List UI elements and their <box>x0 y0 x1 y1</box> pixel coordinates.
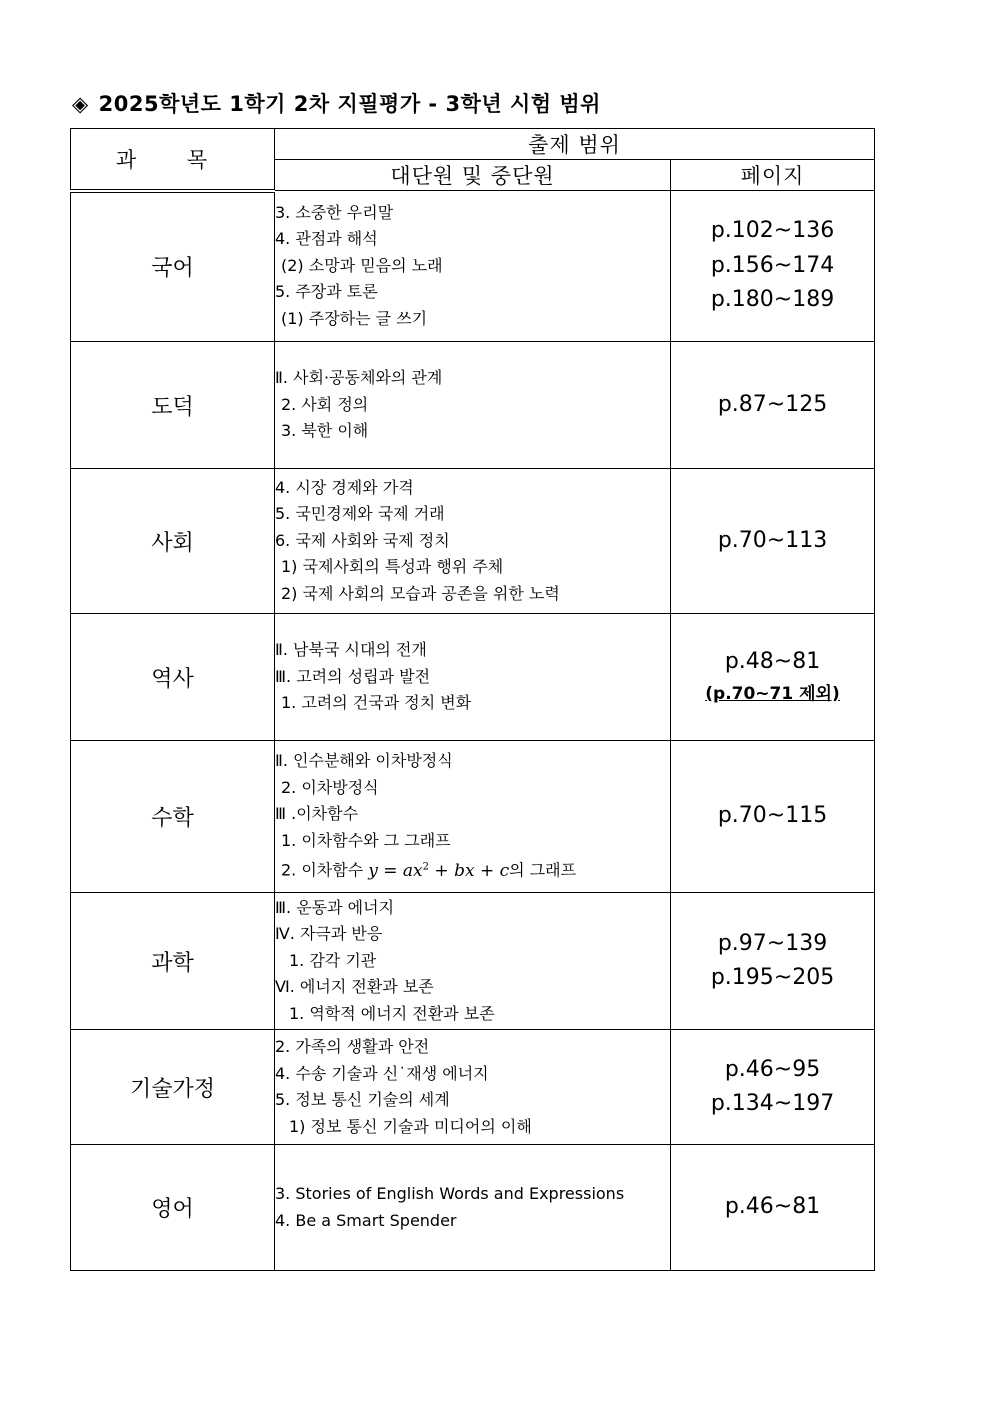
page-range: p.87~125 <box>717 391 828 417</box>
formula-part-a: y = ax <box>368 861 423 882</box>
unit-line: (1) 주장하는 글 쓰기 <box>281 308 428 328</box>
unit-line: 1) 정보 통신 기술과 미디어의 이해 <box>289 1116 532 1136</box>
unit-line: 2. 가족의 생활과 안전 <box>275 1037 430 1056</box>
unit-line: (2) 소망과 믿음의 노래 <box>281 255 443 275</box>
units-cell <box>275 614 671 741</box>
table-row <box>71 741 875 893</box>
pages-cell <box>671 614 875 741</box>
unit-line: 1. 감각 기관 <box>289 950 377 970</box>
page-range: p.70~113 <box>717 527 828 553</box>
unit-line: 2. 이차방정식 <box>281 777 379 797</box>
page-range: p.102~136 <box>710 218 835 244</box>
units-cell <box>275 191 671 342</box>
formula-part-b: + bx + c <box>429 861 510 882</box>
units-cell <box>275 893 671 1030</box>
units-cell <box>275 741 671 893</box>
unit-line: Ⅱ. 인수분해와 이차방정식 <box>275 751 453 771</box>
units-cell <box>275 342 671 469</box>
subject-cell: 영어 <box>71 1145 275 1271</box>
unit-line: Ⅱ. 남북국 시대의 전개 <box>275 640 427 660</box>
page-range: p.70~115 <box>717 803 828 829</box>
page-exclusion-note: (p.70~71 제외) <box>705 684 840 705</box>
unit-line: 5. 국민경제와 국제 거래 <box>275 504 445 524</box>
subject-cell: 사회 <box>71 469 275 614</box>
unit-line: 3. 북한 이해 <box>281 421 369 441</box>
units-cell <box>275 1030 671 1145</box>
page-range: p.134~197 <box>710 1091 835 1116</box>
page-range: p.46~95 <box>724 1056 821 1082</box>
table-row <box>71 469 875 614</box>
unit-line: Ⅵ. 에너지 전환과 보존 <box>275 977 434 997</box>
subject-cell: 수학 <box>71 741 275 893</box>
subject-cell: 과학 <box>71 893 275 1030</box>
unit-line: 1. 역학적 에너지 전환과 보존 <box>289 1003 495 1023</box>
unit-line: 2. 사회 정의 <box>281 394 369 414</box>
unit-line: 3. 소중한 우리말 <box>275 202 394 222</box>
unit-line: Ⅱ. 사회·공동체와의 관계 <box>275 368 443 388</box>
table-row <box>71 191 875 342</box>
header-units: 대단원 및 중단원 <box>275 160 671 191</box>
page-title <box>72 88 601 118</box>
pages-cell <box>671 1145 875 1271</box>
unit-line: 3. Stories of English Words and Expressions <box>275 1184 625 1203</box>
header-range: 출제 범위 <box>275 129 875 160</box>
table-row <box>71 1145 875 1271</box>
diamond-bullet-icon: ◈ <box>72 92 89 116</box>
page-range: p.48~81 <box>724 648 821 674</box>
unit-line: 5. 정보 통신 기술의 세계 <box>275 1090 450 1109</box>
table-row <box>71 1030 875 1145</box>
unit-line: 6. 국제 사회와 국제 정치 <box>275 530 450 550</box>
header-subject: 과 목 <box>71 129 275 191</box>
page-range: p.195~205 <box>710 965 835 990</box>
subject-cell: 기술가정 <box>71 1030 275 1145</box>
unit-line: Ⅲ. 운동과 에너지 <box>275 897 395 917</box>
page-range: p.46~81 <box>724 1194 821 1220</box>
table-row <box>71 893 875 1030</box>
unit-line: Ⅲ. 고려의 성립과 발전 <box>275 666 431 686</box>
unit-line: 4. Be a Smart Spender <box>275 1210 457 1230</box>
pages-cell <box>671 893 875 1030</box>
pages-cell <box>671 342 875 469</box>
formula-suffix: 의 그래프 <box>509 861 577 881</box>
unit-line: 4. 시장 경제와 가격 <box>275 477 414 497</box>
units-cell <box>275 469 671 614</box>
unit-line-formula <box>275 854 670 884</box>
unit-line: 2) 국제 사회의 모습과 공존을 위한 노력 <box>281 583 560 603</box>
table-row <box>71 614 875 741</box>
header-pages: 페이지 <box>671 160 875 191</box>
pages-cell <box>671 191 875 342</box>
quadratic-formula <box>368 861 509 881</box>
formula-exponent: 2 <box>422 861 430 873</box>
unit-line: Ⅳ. 자극과 반응 <box>275 924 383 944</box>
subject-cell: 역사 <box>71 614 275 741</box>
pages-cell <box>671 741 875 893</box>
table-row <box>71 342 875 469</box>
formula-prefix: 2. 이차함수 <box>281 861 369 881</box>
unit-line: 1. 고려의 건국과 정치 변화 <box>281 693 472 713</box>
page-range: p.156~174 <box>710 252 835 278</box>
units-cell <box>275 1145 671 1271</box>
subject-cell: 국어 <box>71 191 275 342</box>
unit-line: 1) 국제사회의 특성과 행위 주체 <box>281 557 504 577</box>
title-text: 2025학년도 1학기 2차 지필평가 - 3학년 시험 범위 <box>98 92 601 116</box>
page-range: p.180~189 <box>710 287 835 313</box>
unit-line: 5. 주장과 토론 <box>275 282 378 302</box>
unit-line: 4. 수송 기술과 신˙재생 에너지 <box>275 1063 489 1083</box>
unit-line: Ⅲ .이차함수 <box>275 804 359 824</box>
subject-cell: 도덕 <box>71 342 275 469</box>
unit-line: 4. 관점과 해석 <box>275 229 378 249</box>
unit-line: 1. 이차함수와 그 그래프 <box>281 830 451 850</box>
pages-cell <box>671 1030 875 1145</box>
page-range: p.97~139 <box>717 930 828 956</box>
pages-cell <box>671 469 875 614</box>
exam-range-table <box>70 128 875 1271</box>
